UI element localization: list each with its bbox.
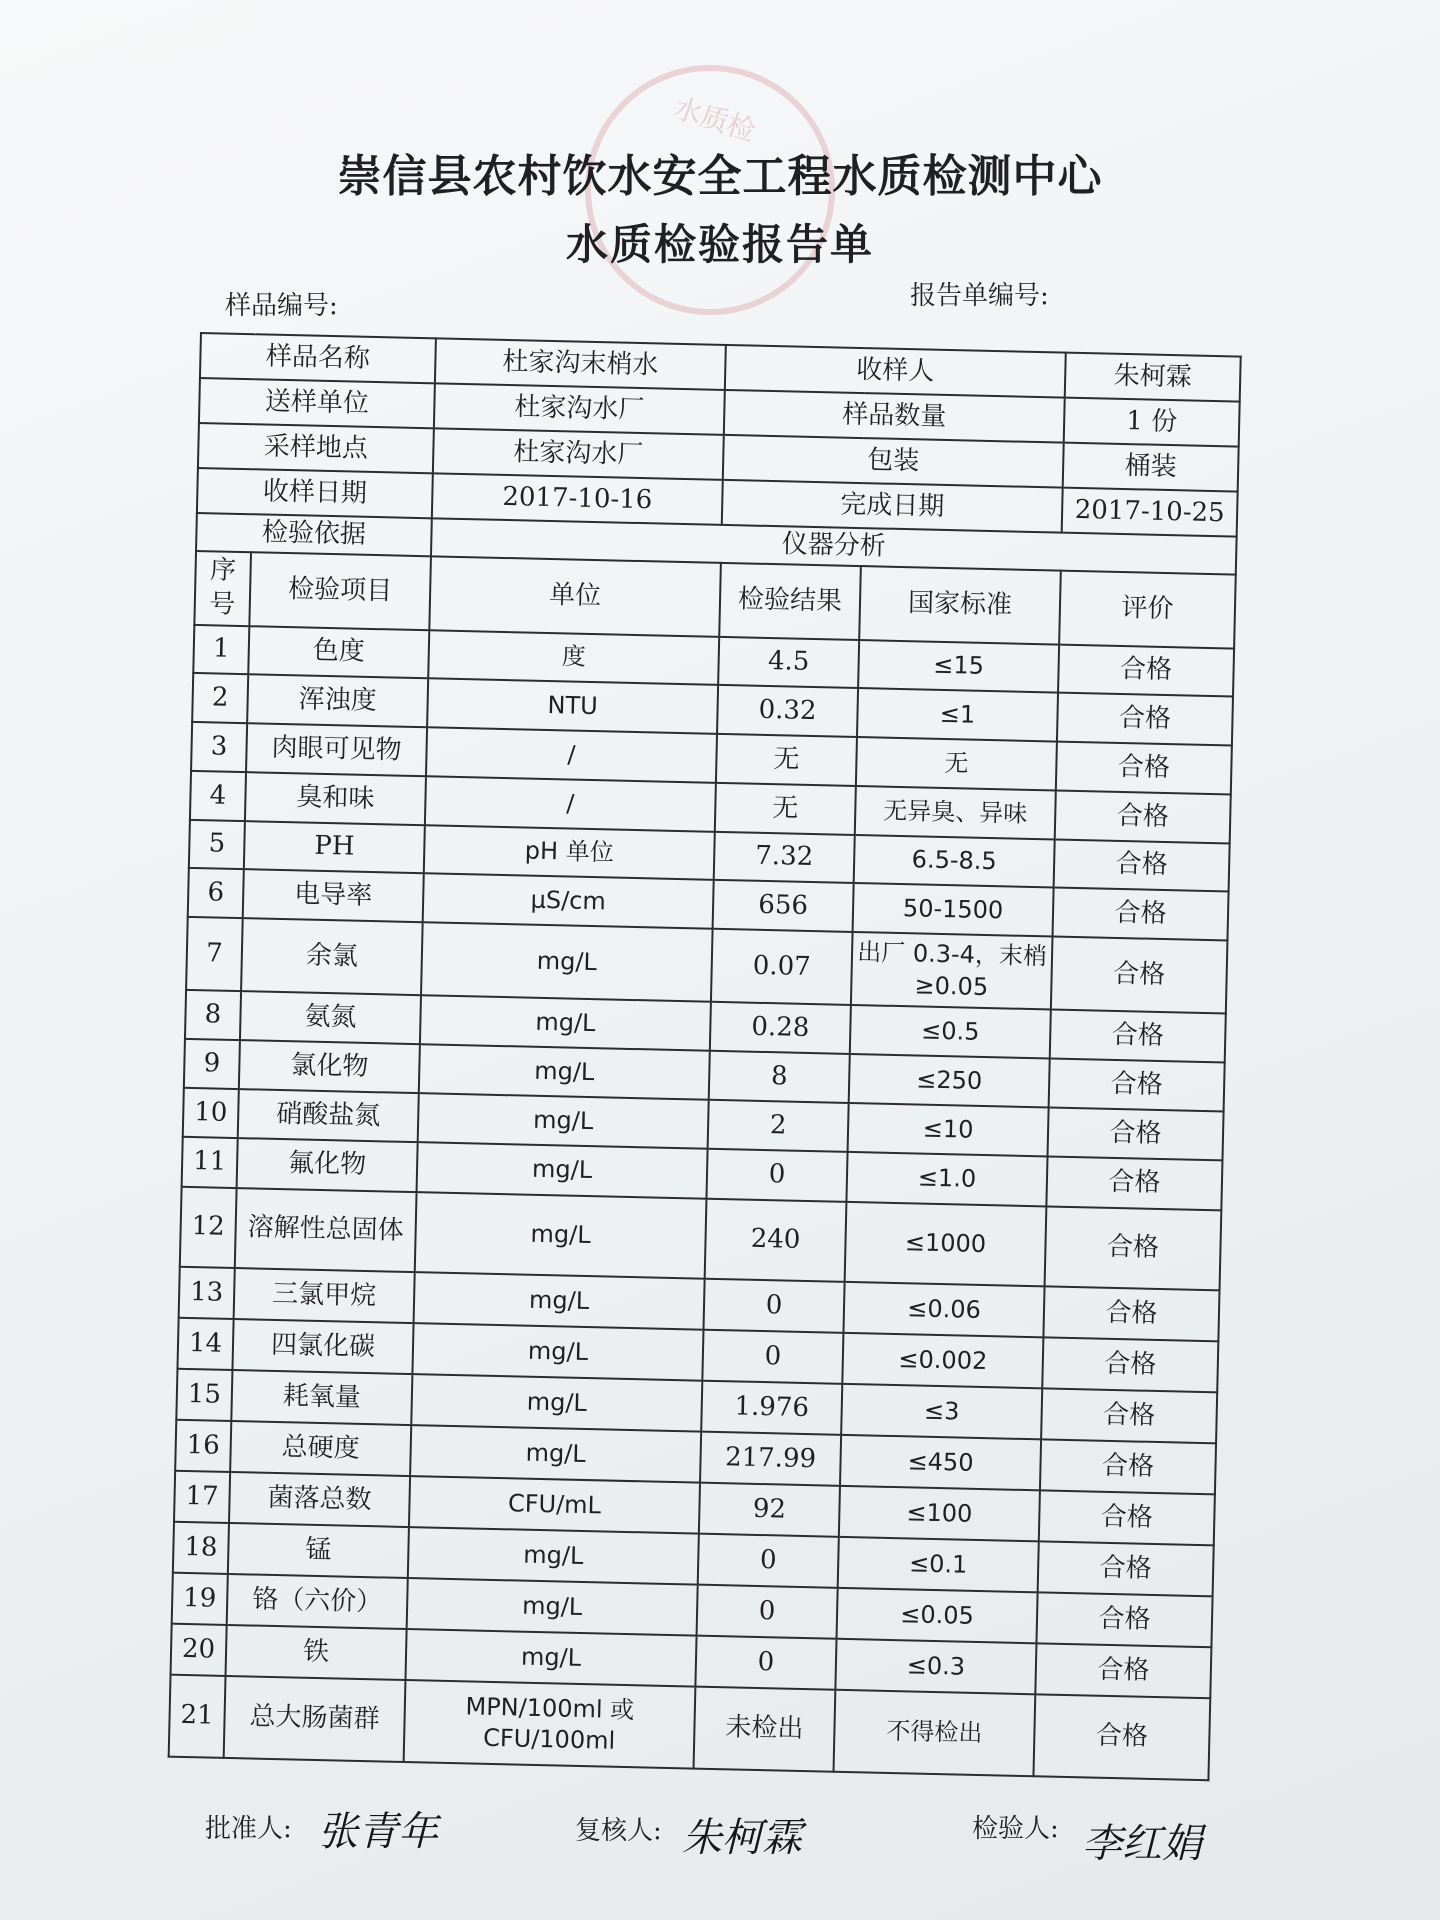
cell-evaluation: 合格 <box>1041 1388 1217 1443</box>
cell-standard: 6.5-8.5 <box>854 835 1055 888</box>
basis-value: 仪器分析 <box>431 518 1237 574</box>
cell-no: 19 <box>172 1573 228 1625</box>
cell-result: 0 <box>695 1636 836 1690</box>
cell-unit: mg/L <box>407 1578 698 1636</box>
cell-unit: mg/L <box>412 1323 703 1381</box>
cell-no: 7 <box>186 917 243 991</box>
cell-unit: mg/L <box>418 1093 709 1149</box>
cell-item: 总硬度 <box>230 1421 411 1476</box>
cell-result: 无 <box>715 783 856 835</box>
report-table <box>168 332 1242 1781</box>
cell-evaluation: 合格 <box>1056 742 1232 795</box>
cell-unit: mg/L <box>415 1192 707 1279</box>
cell-evaluation: 合格 <box>1046 1156 1222 1210</box>
cell-standard: ≤0.1 <box>838 1537 1039 1593</box>
cell-no: 10 <box>183 1088 239 1138</box>
cell-result: 0.28 <box>710 1002 851 1054</box>
cell-evaluation: 合格 <box>1048 1107 1224 1160</box>
finish-date-label: 完成日期 <box>722 480 1063 533</box>
receiver-label: 收样人 <box>725 345 1066 398</box>
cell-result: 656 <box>713 880 854 932</box>
cell-evaluation: 合格 <box>1035 1643 1211 1698</box>
cell-standard: ≤1 <box>857 688 1058 742</box>
cell-no: 12 <box>180 1187 237 1268</box>
cell-no: 20 <box>171 1624 227 1676</box>
sample-no-label: 样品编号: <box>225 291 338 321</box>
cell-item: 电导率 <box>243 869 424 922</box>
cell-evaluation: 合格 <box>1045 1206 1222 1290</box>
col-header-unit: 单位 <box>429 556 721 637</box>
cell-unit: mg/L <box>419 1044 710 1100</box>
cell-result: 无 <box>716 734 857 786</box>
cell-standard: ≤0.3 <box>835 1639 1036 1695</box>
receive-date-value: 2017-10-16 <box>432 473 723 525</box>
cell-result: 0 <box>697 1585 838 1639</box>
cell-evaluation: 合格 <box>1049 1058 1225 1111</box>
cell-result: 0.32 <box>717 685 858 737</box>
reviewer-label: 复核人: <box>575 1816 662 1846</box>
cell-standard: ≤0.002 <box>842 1333 1043 1389</box>
cell-item: 肉眼可见物 <box>246 723 427 776</box>
cell-unit: mg/L <box>421 922 713 1002</box>
cell-no: 21 <box>169 1675 226 1758</box>
cell-evaluation: 合格 <box>1043 1286 1219 1341</box>
sender-value: 杜家沟水厂 <box>434 383 725 435</box>
cell-item: 三氯甲烷 <box>234 1268 415 1323</box>
cell-item: 溶解性总固体 <box>235 1188 417 1272</box>
cell-unit: mg/L <box>411 1374 702 1432</box>
cell-no: 14 <box>177 1318 233 1370</box>
cell-standard: 50-1500 <box>853 883 1054 937</box>
cell-standard: ≤250 <box>849 1054 1050 1108</box>
cell-unit: CFU/mL <box>409 1476 700 1534</box>
cell-unit: 度 <box>428 630 719 685</box>
cell-evaluation: 合格 <box>1057 693 1233 746</box>
cell-evaluation: 合格 <box>1053 888 1229 941</box>
cell-item: PH <box>244 821 425 873</box>
cell-result: 240 <box>705 1199 847 1282</box>
cell-evaluation: 合格 <box>1036 1592 1212 1647</box>
cell-evaluation: 合格 <box>1054 840 1230 892</box>
cell-item: 耗氧量 <box>231 1370 412 1425</box>
receiver-value: 朱柯霖 <box>1065 353 1241 402</box>
cell-item: 铁 <box>226 1625 407 1680</box>
cell-no: 4 <box>190 771 246 821</box>
cell-item: 锰 <box>228 1523 409 1578</box>
cell-standard: ≤100 <box>839 1486 1040 1542</box>
package-label: 包装 <box>723 435 1064 488</box>
cell-result: 1.976 <box>701 1381 842 1435</box>
official-seal-text: 水质检 <box>669 90 760 149</box>
cell-standard: ≤1000 <box>845 1202 1047 1287</box>
approver-label: 批准人: <box>205 1814 292 1844</box>
cell-result: 92 <box>699 1483 840 1537</box>
cell-unit: NTU <box>427 678 718 734</box>
cell-result: 2 <box>708 1100 849 1152</box>
cell-item: 四氯化碳 <box>232 1319 413 1374</box>
cell-evaluation: 合格 <box>1050 1009 1226 1062</box>
cell-result: 0 <box>704 1279 845 1333</box>
cell-result: 4.5 <box>718 637 859 688</box>
cell-no: 3 <box>191 722 247 772</box>
cell-no: 2 <box>192 673 248 723</box>
cell-evaluation: 合格 <box>1039 1490 1215 1545</box>
report-no-label: 报告单编号: <box>910 281 1049 311</box>
org-title: 崇信县农村饮水安全工程水质检测中心 <box>337 151 1103 202</box>
cell-no: 13 <box>179 1267 235 1319</box>
sender-label: 送样单位 <box>199 378 435 428</box>
cell-evaluation: 合格 <box>1042 1337 1218 1392</box>
cell-result: 0 <box>706 1149 847 1202</box>
cell-standard: 无 <box>856 737 1057 791</box>
cell-item: 菌落总数 <box>229 1472 410 1527</box>
approver-signature: 张青年 <box>318 1809 438 1855</box>
cell-standard: 出厂 0.3-4，末梢≥0.05 <box>851 932 1053 1010</box>
cell-standard: ≤0.06 <box>843 1282 1044 1338</box>
cell-unit: pH 单位 <box>424 825 715 880</box>
basis-label: 检验依据 <box>196 513 432 556</box>
cell-unit: MPN/100ml 或 CFU/100ml <box>404 1680 696 1769</box>
cell-result: 0 <box>698 1534 839 1588</box>
cell-unit: mg/L <box>408 1527 699 1585</box>
col-header-result: 检验结果 <box>719 563 861 640</box>
cell-unit: mg/L <box>420 995 711 1051</box>
cell-evaluation: 合格 <box>1051 936 1228 1013</box>
cell-unit: mg/L <box>417 1142 708 1199</box>
cell-standard: ≤1.0 <box>846 1152 1047 1207</box>
doc-title: 水质检验报告单 <box>565 220 874 269</box>
cell-standard: ≤10 <box>848 1103 1049 1157</box>
col-header-standard: 国家标准 <box>859 566 1061 645</box>
quantity-label: 样品数量 <box>724 390 1065 443</box>
cell-evaluation: 合格 <box>1058 645 1234 697</box>
cell-evaluation: 合格 <box>1040 1439 1216 1494</box>
cell-standard: ≤0.05 <box>837 1588 1038 1644</box>
cell-item: 氯化物 <box>239 1040 420 1093</box>
finish-date-value: 2017-10-25 <box>1062 488 1238 537</box>
cell-result: 未检出 <box>694 1687 836 1772</box>
inspector-label: 检验人: <box>972 1814 1059 1844</box>
cell-item: 余氯 <box>241 918 423 995</box>
cell-unit: / <box>425 776 716 832</box>
cell-unit: mg/L <box>410 1425 701 1483</box>
cell-unit: mg/L <box>414 1272 705 1330</box>
col-header-evaluation: 评价 <box>1059 571 1236 649</box>
cell-no: 18 <box>173 1522 229 1574</box>
sample-name-value: 杜家沟末梢水 <box>435 338 726 390</box>
cell-standard: 无异臭、异味 <box>855 786 1056 840</box>
cell-standard: ≤3 <box>841 1384 1042 1440</box>
cell-item: 硝酸盐氮 <box>238 1089 419 1142</box>
cell-standard: ≤15 <box>858 640 1059 693</box>
cell-no: 8 <box>185 990 241 1040</box>
cell-result: 0.07 <box>711 929 853 1005</box>
cell-result: 0 <box>702 1330 843 1384</box>
location-label: 采样地点 <box>198 423 434 473</box>
cell-evaluation: 合格 <box>1055 791 1231 844</box>
cell-evaluation: 合格 <box>1038 1541 1214 1596</box>
cell-no: 5 <box>189 820 245 869</box>
col-header-item: 检验项目 <box>249 552 431 630</box>
cell-item: 总大肠菌群 <box>224 1676 406 1762</box>
cell-result: 217.99 <box>700 1432 841 1486</box>
cell-no: 11 <box>182 1137 238 1188</box>
cell-unit: mg/L <box>405 1629 696 1687</box>
sample-name-label: 样品名称 <box>200 333 436 383</box>
cell-no: 17 <box>174 1471 230 1523</box>
cell-no: 6 <box>188 868 244 918</box>
receive-date-label: 收样日期 <box>197 468 433 518</box>
cell-item: 浑浊度 <box>247 674 428 727</box>
inspector-signature: 李红娟 <box>1082 1821 1202 1867</box>
cell-item: 铬（六价） <box>227 1574 408 1629</box>
quantity-value: 1 份 <box>1064 398 1240 447</box>
cell-evaluation: 合格 <box>1033 1694 1210 1780</box>
cell-result: 7.32 <box>714 832 855 883</box>
cell-standard: ≤450 <box>840 1435 1041 1491</box>
cell-item: 氟化物 <box>237 1138 418 1192</box>
cell-no: 9 <box>184 1039 240 1089</box>
reviewer-signature: 朱柯霖 <box>682 1815 802 1861</box>
col-header-no: 序号 <box>194 551 251 626</box>
cell-item: 臭和味 <box>245 772 426 825</box>
cell-unit: μS/cm <box>423 873 714 929</box>
cell-standard: 不得检出 <box>834 1690 1036 1777</box>
cell-item: 色度 <box>248 626 429 678</box>
cell-result: 8 <box>709 1051 850 1103</box>
cell-no: 1 <box>193 625 249 674</box>
cell-standard: ≤0.5 <box>850 1005 1051 1059</box>
cell-no: 16 <box>175 1420 231 1472</box>
cell-no: 15 <box>176 1369 232 1421</box>
location-value: 杜家沟水厂 <box>433 428 724 480</box>
cell-unit: / <box>426 727 717 783</box>
package-value: 桶装 <box>1063 443 1239 492</box>
cell-item: 氨氮 <box>240 991 421 1044</box>
